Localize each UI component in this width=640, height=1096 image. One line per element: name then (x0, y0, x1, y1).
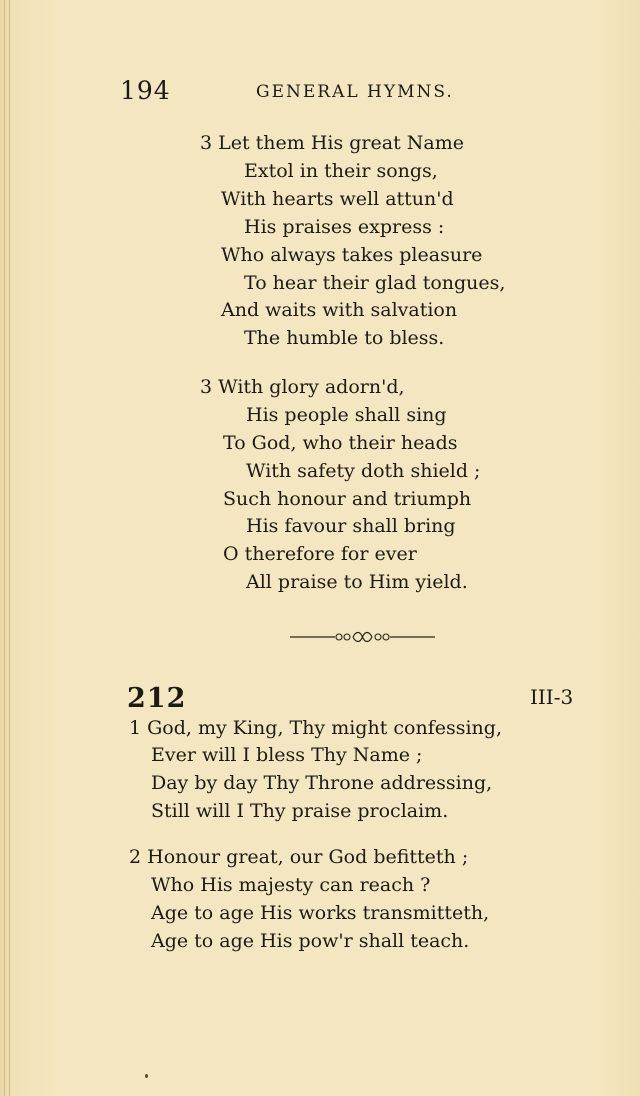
ink-speck (145, 1074, 148, 1078)
verse-line: With hearts well attun'd (221, 188, 454, 210)
verse-line: O therefore for ever (223, 543, 417, 565)
verse-line: Such honour and triumph (223, 488, 472, 510)
verse-line: 1 God, my King, Thy might confessing, (129, 717, 502, 739)
verse-line: His praises express : (244, 216, 445, 238)
verse-line: And waits with salvation (221, 299, 458, 321)
page-edge-line (4, 0, 5, 1096)
verse-line: The humble to bless. (244, 327, 445, 349)
verse-line: To hear their glad tongues, (244, 272, 506, 294)
running-title: GENERAL HYMNS. (256, 82, 454, 102)
verse-line: Still will I Thy praise proclaim. (151, 800, 449, 822)
verse-line: His favour shall bring (246, 515, 456, 537)
verse-line: Age to age His works transmitteth, (151, 902, 490, 924)
verse-line: Extol in their songs, (244, 160, 438, 182)
verse-line: With safety doth shield ; (246, 460, 481, 482)
verse-line: Who His majesty can reach ? (151, 874, 431, 896)
verse-line: Ever will I bless Thy Name ; (151, 744, 423, 766)
ornament-divider-icon (290, 630, 435, 644)
verse-line: His people shall sing (246, 404, 447, 426)
verse-line: All praise to Him yield. (246, 571, 468, 593)
verse-line: Who always takes pleasure (221, 244, 483, 266)
page-edge-line (9, 0, 10, 1096)
page-number: 194 (120, 76, 171, 105)
hymn-meter: III-3 (530, 685, 574, 709)
verse-line: Age to age His pow'r shall teach. (151, 930, 470, 952)
hymn-number: 212 (127, 683, 187, 714)
verse-line: 3 Let them His great Name (200, 132, 464, 154)
verse-line: 2 Honour great, our God befitteth ; (129, 846, 469, 868)
verse-line: Day by day Thy Throne addressing, (151, 772, 493, 794)
verse-line: 3 With glory adorn'd, (200, 376, 405, 398)
verse-line: To God, who their heads (223, 432, 458, 454)
running-head (120, 76, 464, 106)
